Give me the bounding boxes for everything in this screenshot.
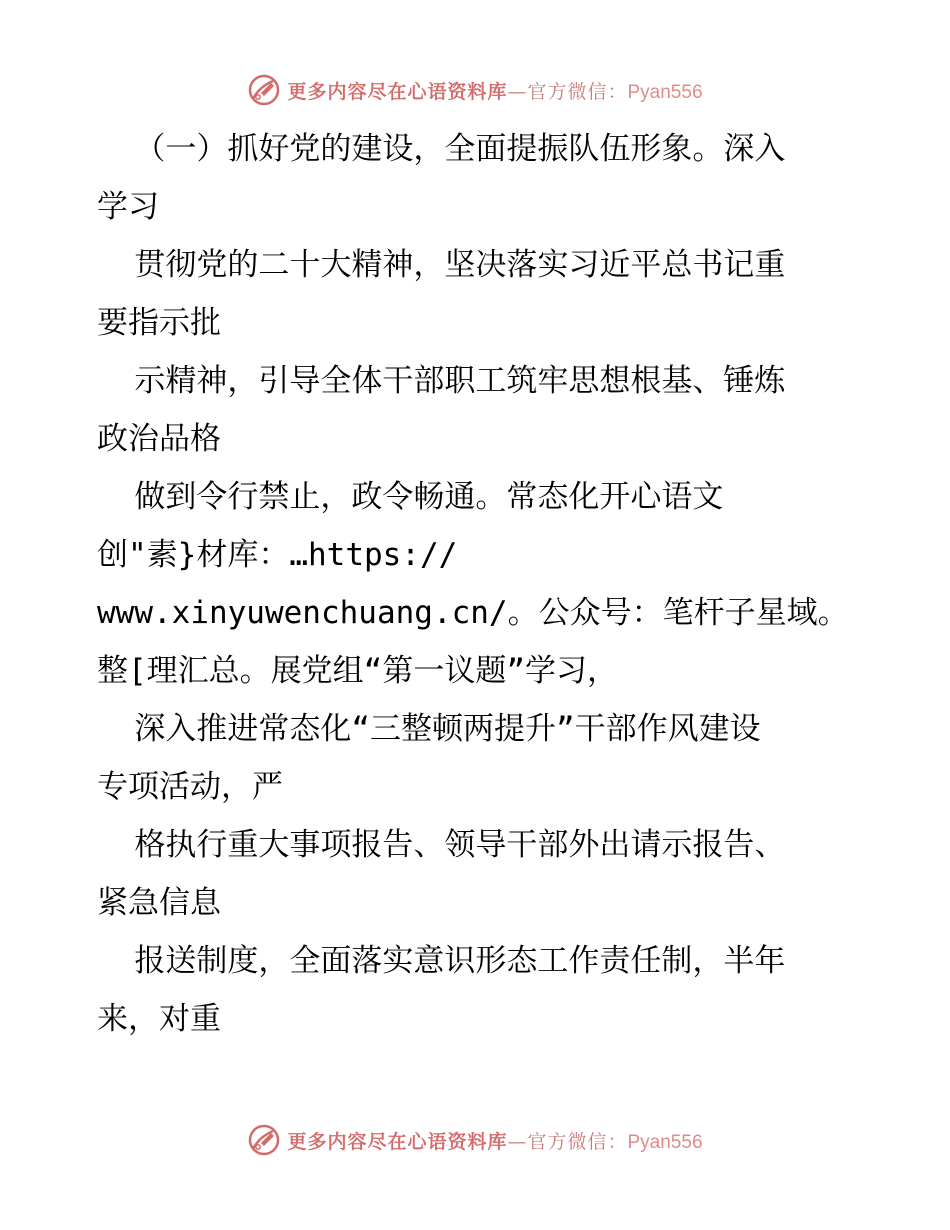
body-line: 深入推进常态化“三整顿两提升”干部作风建设 [97,711,761,747]
footer-separator: — [507,1130,528,1153]
body-line: 专项活动，严 [97,769,283,805]
footer-brand-text: 更多内容尽在心语资料库 [287,1130,508,1153]
header-brand-text: 更多内容尽在心语资料库 [287,80,508,103]
header-banner-text [287,77,702,104]
body-line: 格执行重大事项报告、领导干部外出请示报告、 [97,827,786,863]
body-line: 政治品格 [97,421,221,457]
footer-wechat-id: Pyan556 [627,1131,703,1153]
body-line: 做到令行禁止，政令畅通。常态化开心语文 [97,479,724,515]
fountain-pen-logo-icon [247,73,281,107]
body-line: （一）抓好党的建设，全面提振队伍形象。深入 [97,131,786,167]
body-line: 来，对重 [97,1001,221,1037]
header-wechat-id: Pyan556 [627,81,703,103]
body-line: 要指示批 [97,305,221,341]
body-line: 示精神，引导全体干部职工筑牢思想根基、锤炼 [97,363,786,399]
body-line: 创"素}材库：…https:// [97,537,458,573]
body-line: www.xinyuwenchuang.cn/。公众号：笔杆子星域。 [97,595,849,631]
header-wechat-label: 官方微信： [527,80,628,103]
header-watermark [0,70,950,110]
body-line: 报送制度，全面落实意识形态工作责任制，半年 [97,943,786,979]
body-line: 紧急信息 [97,885,221,921]
body-line: 学习 [97,189,159,225]
header-separator: — [507,80,528,103]
footer-wechat-label: 官方微信： [527,1130,628,1153]
footer-watermark [0,1120,950,1160]
body-line: 整[理汇总。展党组“第一议题”学习， [97,653,618,689]
footer-banner-text [287,1127,702,1154]
fountain-pen-logo-icon [247,1123,281,1157]
body-line: 贯彻党的二十大精神，坚决落实习近平总书记重 [97,247,786,283]
document-body [97,120,857,1048]
